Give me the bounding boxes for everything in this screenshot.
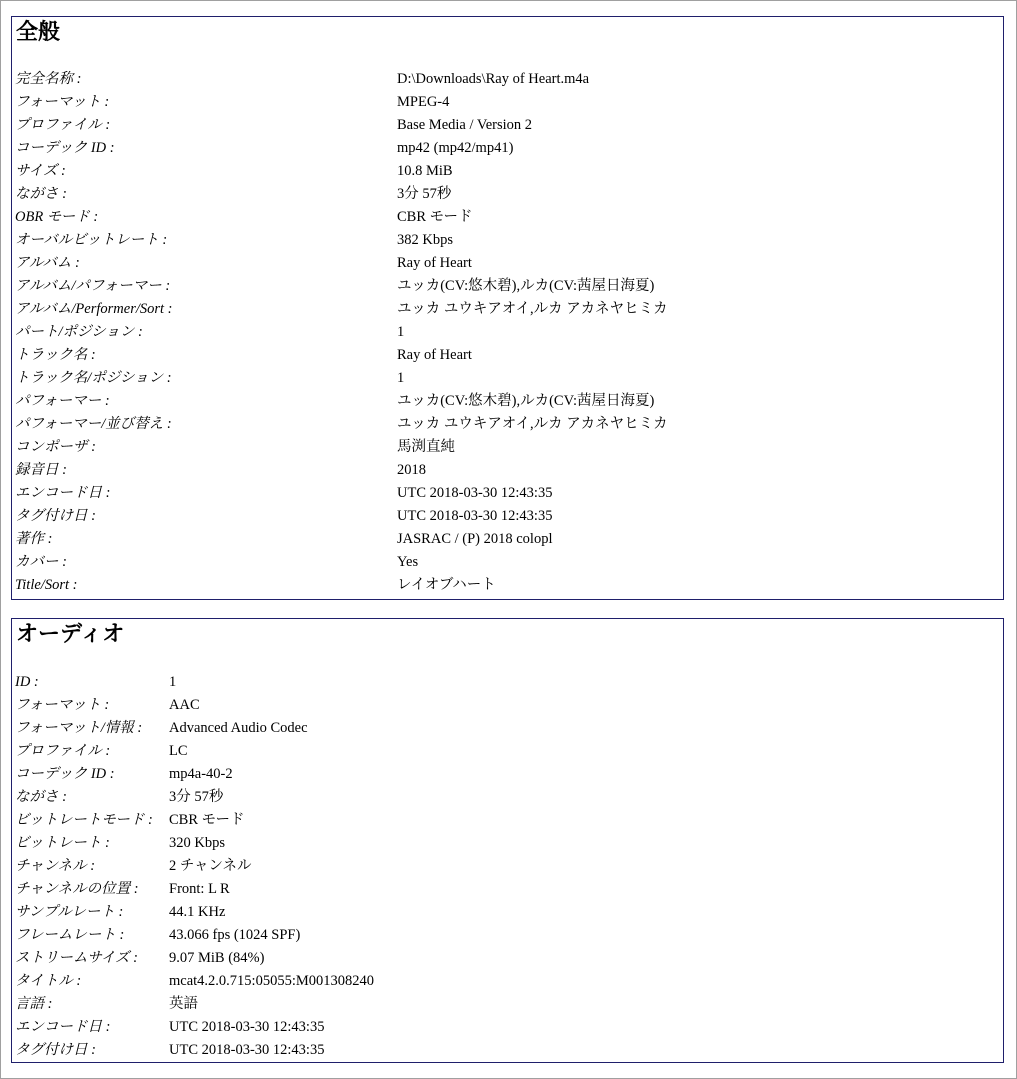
- info-row: [12, 1039, 1003, 1062]
- field-value: mp4a-40-2: [169, 766, 233, 782]
- info-row: [12, 459, 1003, 482]
- info-row: [12, 160, 1003, 183]
- field-value: Ray of Heart: [397, 255, 472, 271]
- field-value: 1: [169, 674, 177, 690]
- field-label: アルバム/Performer/Sort :: [15, 301, 173, 317]
- info-row: [12, 528, 1003, 551]
- field-label: カバー :: [15, 554, 67, 570]
- info-row: [12, 717, 1003, 740]
- field-value: 2 チャンネル: [169, 858, 252, 874]
- info-row: [12, 574, 1003, 597]
- info-row: [12, 947, 1003, 970]
- info-row: [12, 671, 1003, 694]
- field-value: LC: [169, 743, 188, 759]
- field-label: フォーマット :: [15, 94, 110, 110]
- field-value: 320 Kbps: [169, 835, 225, 851]
- field-value: 馬渕直純: [397, 439, 455, 455]
- field-value: レイオブハート: [397, 577, 496, 593]
- field-value: D:\Downloads\Ray of Heart.m4a: [397, 71, 590, 87]
- info-row: [12, 137, 1003, 160]
- field-value: 1: [397, 324, 405, 340]
- info-row: [12, 809, 1003, 832]
- info-row: [12, 390, 1003, 413]
- field-label: 録音日 :: [15, 462, 67, 478]
- info-row: [12, 275, 1003, 298]
- field-label: ながさ :: [15, 789, 67, 805]
- field-label: プロファイル :: [15, 743, 111, 759]
- field-value: 9.07 MiB (84%): [169, 950, 265, 966]
- field-value: 1: [397, 370, 405, 386]
- field-value: UTC 2018-03-30 12:43:35: [397, 485, 553, 501]
- info-row: [12, 551, 1003, 574]
- field-label: オーバルビットレート :: [15, 232, 168, 248]
- info-row: [12, 993, 1003, 1016]
- info-row: [12, 413, 1003, 436]
- field-label: フォーマット/情報 :: [15, 720, 143, 736]
- audio-section: [11, 618, 1004, 1063]
- info-row: [12, 229, 1003, 252]
- field-value: 10.8 MiB: [397, 163, 453, 179]
- field-label: プロファイル :: [15, 117, 111, 133]
- field-label: サンプルレート :: [15, 904, 124, 920]
- field-label: 完全名称 :: [15, 71, 82, 87]
- field-value: AAC: [169, 697, 200, 713]
- field-label: コーデック ID :: [15, 766, 115, 782]
- field-label: チャンネル :: [15, 858, 96, 874]
- general-section-title: 全般: [16, 20, 61, 45]
- field-value: CBR モード: [169, 812, 245, 828]
- field-label: コンポーザ :: [15, 439, 96, 455]
- field-value: MPEG-4: [397, 94, 450, 110]
- field-label: パフォーマー :: [15, 393, 110, 409]
- field-value: 2018: [397, 462, 426, 478]
- field-label: OBR モード :: [15, 209, 99, 225]
- info-row: [12, 321, 1003, 344]
- field-value: mp42 (mp42/mp41): [397, 140, 514, 156]
- info-row: [12, 252, 1003, 275]
- field-value: Ray of Heart: [397, 347, 472, 363]
- field-label: 著作 :: [15, 531, 53, 547]
- info-row: [12, 344, 1003, 367]
- field-value: 3分 57秒: [397, 186, 452, 202]
- field-value: Front: L R: [169, 881, 230, 897]
- field-label: サイズ :: [15, 163, 66, 179]
- field-label: ビットレート :: [15, 835, 110, 851]
- field-value: ユッカ(CV:悠木碧),ルカ(CV:茜屋日海夏): [397, 393, 655, 409]
- field-value: UTC 2018-03-30 12:43:35: [169, 1019, 325, 1035]
- field-label: コーデック ID :: [15, 140, 115, 156]
- field-label: パフォーマー/並び替え :: [15, 416, 172, 432]
- info-row: [12, 436, 1003, 459]
- info-row: [12, 763, 1003, 786]
- info-row: [12, 901, 1003, 924]
- field-label: 言語 :: [15, 996, 53, 1012]
- field-value: 3分 57秒: [169, 789, 224, 805]
- info-row: [12, 970, 1003, 993]
- field-value: CBR モード: [397, 209, 473, 225]
- field-label: ながさ :: [15, 186, 67, 202]
- field-label: タグ付け日 :: [15, 1042, 96, 1058]
- audio-info-list: [12, 671, 1003, 1062]
- field-value: Yes: [397, 554, 419, 570]
- field-label: エンコード日 :: [15, 485, 111, 501]
- field-label: トラック名/ポジション :: [15, 370, 172, 386]
- info-row: [12, 91, 1003, 114]
- field-value: 44.1 KHz: [169, 904, 226, 920]
- field-label: パート/ポジション :: [15, 324, 143, 340]
- field-value: ユッカ ユウキアオイ,ルカ アカネヤヒミカ: [397, 416, 668, 432]
- info-row: [12, 505, 1003, 528]
- info-row: [12, 740, 1003, 763]
- field-value: ユッカ(CV:悠木碧),ルカ(CV:茜屋日海夏): [397, 278, 655, 294]
- audio-section-title: オーディオ: [16, 622, 125, 647]
- info-row: [12, 1016, 1003, 1039]
- field-value: mcat4.2.0.715:05055:M001308240: [169, 973, 375, 989]
- field-value: JASRAC / (P) 2018 colopl: [397, 531, 553, 547]
- field-value: ユッカ ユウキアオイ,ルカ アカネヤヒミカ: [397, 301, 668, 317]
- field-value: UTC 2018-03-30 12:43:35: [169, 1042, 325, 1058]
- general-section: [11, 16, 1004, 600]
- field-label: ビットレートモード :: [15, 812, 153, 828]
- info-row: [12, 183, 1003, 206]
- info-row: [12, 832, 1003, 855]
- field-label: アルバム/パフォーマー :: [15, 278, 171, 294]
- info-row: [12, 878, 1003, 901]
- info-row: [12, 114, 1003, 137]
- field-label: ストリームサイズ :: [15, 950, 139, 966]
- info-row: [12, 786, 1003, 809]
- field-label: フレームレート :: [15, 927, 125, 943]
- field-label: Title/Sort :: [15, 577, 78, 593]
- field-label: ID :: [15, 674, 39, 690]
- info-row: [12, 924, 1003, 947]
- field-value: UTC 2018-03-30 12:43:35: [397, 508, 553, 524]
- field-value: Base Media / Version 2: [397, 117, 533, 133]
- field-label: タグ付け日 :: [15, 508, 96, 524]
- info-row: [12, 68, 1003, 91]
- field-label: アルバム :: [15, 255, 80, 271]
- info-row: [12, 694, 1003, 717]
- info-row: [12, 367, 1003, 390]
- field-label: エンコード日 :: [15, 1019, 111, 1035]
- field-label: タイトル :: [15, 973, 82, 989]
- info-row: [12, 206, 1003, 229]
- field-label: トラック名 :: [15, 347, 96, 363]
- info-row: [12, 855, 1003, 878]
- info-row: [12, 298, 1003, 321]
- field-value: 英語: [169, 996, 198, 1012]
- field-label: チャンネルの位置 :: [15, 881, 139, 897]
- field-value: 382 Kbps: [397, 232, 453, 248]
- general-info-list: [12, 68, 1003, 597]
- field-value: Advanced Audio Codec: [169, 720, 308, 736]
- field-value: 43.066 fps (1024 SPF): [169, 927, 301, 943]
- field-label: フォーマット :: [15, 697, 110, 713]
- info-row: [12, 482, 1003, 505]
